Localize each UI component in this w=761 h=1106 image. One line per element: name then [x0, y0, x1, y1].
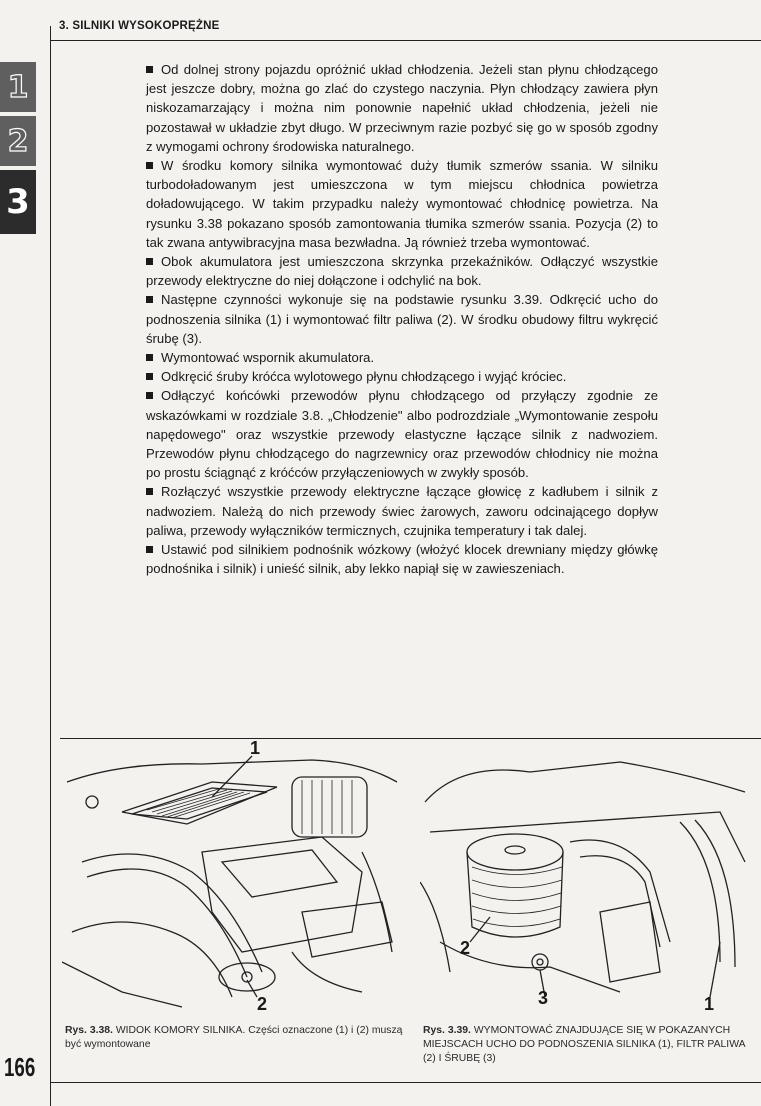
- bullet-icon: [146, 66, 153, 73]
- bullet-icon: [146, 373, 153, 380]
- running-header: [50, 18, 761, 41]
- chapter-title: 3. SILNIKI WYSOKOPRĘŻNE: [59, 20, 220, 32]
- paragraph: Wymontować wspornik akumulatora.: [146, 348, 658, 367]
- callout-1: 1: [704, 994, 715, 1014]
- figure-engine-bay: [62, 738, 402, 1014]
- caption-text: WIDOK KOMORY SILNIKA. Części oznaczone (1) i (2) muszą być wymontowane: [65, 1025, 403, 1050]
- paragraph: Obok akumulatora jest umieszczona skrzynka przekaźników. Odłączyć wszystkie przewody elektryczne do niej dołączone i odchylić na bok.: [146, 254, 658, 289]
- page-number: 166: [4, 1052, 36, 1082]
- figures-divider: [60, 738, 761, 739]
- bullet-icon: [146, 162, 153, 169]
- paragraph: Rozłączyć wszystkie przewody elektryczne łączące głowicę z kadłubem i silnik z nadwoziem. Należą do nich przewody świec żarowych, zaworu odcinającego dopływ paliwa, przewody wyłączników termicznych, czujnika temperatury i tak dalej.: [146, 484, 658, 538]
- paragraph: Następne czynności wykonuje się na podstawie rysunku 3.39. Odkręcić ucho do podnoszenia silnika (1) i wymontować filtr paliwa (2). W środku obudowy filtru wykręcić śrubę (3).: [146, 292, 658, 346]
- bullet-icon: [146, 392, 153, 399]
- paragraph: Odłączyć końcówki przewodów płynu chłodzącego od przyłączy zgodnie ze wskazówkami w rozdziale 3.8. „Chłodzenie" albo podrozdziale „Wymontowanie zespołu napędowego" oraz wszystkie przewody elastyczne łączące silnik z nadwoziem. Przewodów płynu chłodzącego do nagrzewnicy oraz przewodów chłodnicy nie można po prostu ściągnąć z króćców przyłączeniowych w zwykły sposób.: [146, 388, 658, 481]
- paragraph: Ustawić pod silnikiem podnośnik wózkowy (włożyć klocek drewniany między główkę podnośnika i silnik) i unieść silnik, aby lekko napiął się w zawieszeniach.: [146, 542, 658, 577]
- chapter-tab-2: 2: [0, 116, 36, 166]
- callout-2: 2: [257, 994, 268, 1014]
- engine-bay-illustration: [62, 742, 402, 1012]
- paragraph: W środku komory silnika wymontować duży tłumik szmerów ssania. W silniku turbodoładowanym jest umieszczona w tym miejscu chłodnica powietrza doładowującego. W takim przypadku należy wymontować chłodnicę powietrza. Na rysunku 3.38 pokazano sposób zamontowania tłumika szmerów ssania. Pozycja (2) to tak zwana antywibracyjna masa bezwładna. Ją również trzeba wymontować.: [146, 158, 658, 250]
- body-text: [146, 60, 658, 578]
- bullet-icon: [146, 354, 153, 361]
- caption-label: Rys. 3.38.: [65, 1025, 113, 1036]
- paragraph: Od dolnej strony pojazdu opróżnić układ chłodzenia. Jeżeli stan płynu chłodzącego jest jeszcze dobry, można go zlać do czystego naczynia. Płyn chłodzący zawiera płyn niskozamarzający i można nim ponownie napełnić układ chłodzenia, jeżeli nie pozostawał w układzie zbyt długo. W przeciwnym razie pozbyć się go w sposób zgodny z wymogami ochrony środowiska naturalnego.: [146, 62, 658, 154]
- chapter-tab-1: 1: [0, 62, 36, 112]
- bullet-icon: [146, 488, 153, 495]
- figure-caption: [65, 1024, 405, 1052]
- chapter-tab-3: 3: [0, 170, 36, 234]
- callout-2: 2: [460, 938, 471, 958]
- callout-1: 1: [250, 738, 261, 758]
- bullet-icon: [146, 258, 153, 265]
- caption-text: WYMONTOWAĆ ZNAJDUJĄCE SIĘ W POKAZANYCH MIEJSCACH UCHO DO PODNOSZENIA SILNIKA (1), FILTR PALIWA (2) I ŚRUBĘ (3): [423, 1025, 745, 1064]
- caption-label: Rys. 3.39.: [423, 1025, 471, 1036]
- callout-3: 3: [538, 988, 549, 1008]
- fuel-filter-illustration: [420, 742, 750, 1012]
- footer-rule: [50, 1082, 761, 1083]
- figure-caption: [423, 1024, 759, 1066]
- paragraph: Odkręcić śruby króćca wylotowego płynu chłodzącego i wyjąć króciec.: [146, 367, 658, 386]
- chapter-tabs: [0, 62, 36, 238]
- bullet-icon: [146, 296, 153, 303]
- page-left-rule: [50, 26, 51, 1106]
- bullet-icon: [146, 546, 153, 553]
- figure-fuel-filter: [420, 742, 750, 1012]
